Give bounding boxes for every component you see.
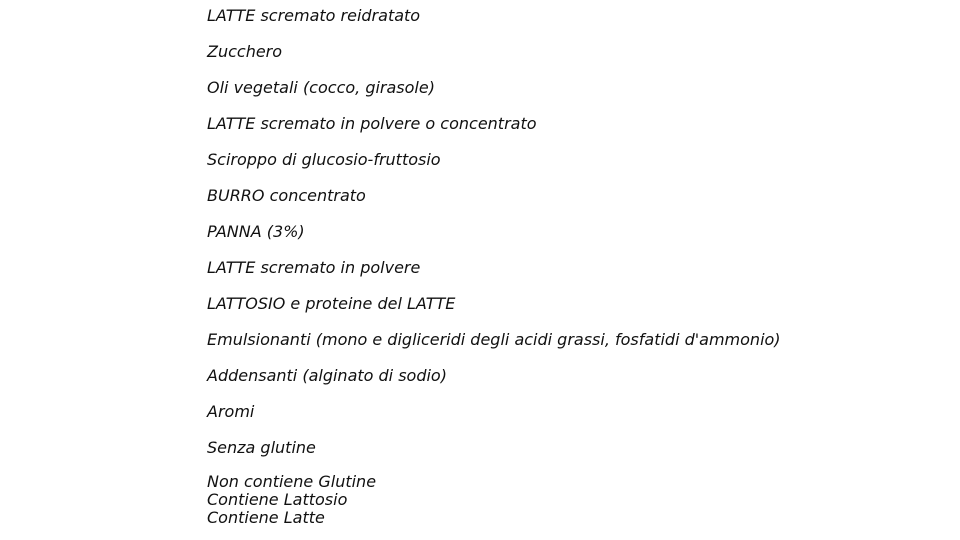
ingredient-item: Emulsionanti (mono e digliceridi degli acidi grassi, fosfatidi d'ammonio) <box>207 330 781 349</box>
ingredient-item: PANNA (3%) <box>207 222 305 241</box>
ingredient-item: LATTE scremato in polvere <box>207 258 421 277</box>
ingredient-list <box>207 0 781 468</box>
allergen-note: Contiene Latte <box>207 508 325 527</box>
allergen-notes <box>207 473 376 527</box>
ingredient-item: LATTE scremato reidratato <box>207 6 421 25</box>
ingredient-item: Aromi <box>207 402 255 421</box>
ingredient-item: Senza glutine <box>207 438 316 457</box>
ingredient-item: LATTE scremato in polvere o concentrato <box>207 114 537 133</box>
ingredient-item: Zucchero <box>207 42 283 61</box>
ingredient-item: Addensanti (alginato di sodio) <box>207 366 447 385</box>
ingredient-item: LATTOSIO e proteine del LATTE <box>207 294 456 313</box>
allergen-note: Non contiene Glutine <box>207 472 377 491</box>
ingredient-item: Sciroppo di glucosio-fruttosio <box>207 150 441 169</box>
ingredient-item: BURRO concentrato <box>207 186 366 205</box>
ingredient-item: Oli vegetali (cocco, girasole) <box>207 78 435 97</box>
allergen-note: Contiene Lattosio <box>207 490 348 509</box>
